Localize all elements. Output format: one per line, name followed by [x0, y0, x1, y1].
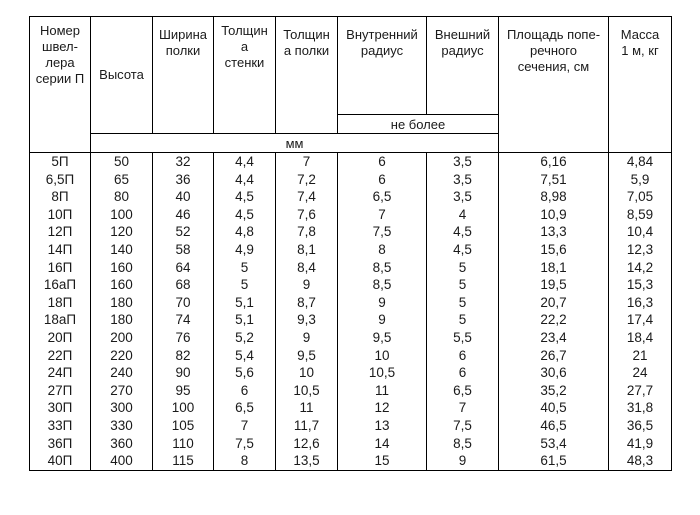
table-row — [30, 153, 672, 171]
cell-area: 19,5 — [499, 276, 609, 294]
cell-number: 6,5П — [30, 171, 91, 189]
cell-area: 10,9 — [499, 206, 609, 224]
cell-outer-radius: 3,5 — [427, 171, 499, 189]
cell-number: 36П — [30, 435, 91, 453]
table-row — [30, 171, 672, 189]
cell-inner-radius: 9,5 — [338, 329, 427, 347]
cell-web-thickness: 5,1 — [214, 311, 276, 329]
cell-flange-width: 82 — [153, 347, 214, 365]
cell-mass: 48,3 — [609, 452, 672, 470]
header-height — [91, 17, 153, 134]
cell-web-thickness: 4,5 — [214, 206, 276, 224]
cell-outer-radius: 4,5 — [427, 223, 499, 241]
cell-flange-width: 115 — [153, 452, 214, 470]
cell-number: 10П — [30, 206, 91, 224]
cell-web-thickness: 5,4 — [214, 347, 276, 365]
cell-flange-width: 70 — [153, 294, 214, 312]
cell-number: 8П — [30, 188, 91, 206]
cell-outer-radius: 5 — [427, 311, 499, 329]
cell-area: 46,5 — [499, 417, 609, 435]
cell-flange-thickness: 11,7 — [276, 417, 338, 435]
cell-flange-width: 68 — [153, 276, 214, 294]
cell-inner-radius: 6 — [338, 171, 427, 189]
cell-flange-width: 76 — [153, 329, 214, 347]
cell-number: 16аП — [30, 276, 91, 294]
cell-inner-radius: 14 — [338, 435, 427, 453]
cell-area: 22,2 — [499, 311, 609, 329]
table-row — [30, 399, 672, 417]
cell-flange-thickness: 10 — [276, 364, 338, 382]
cell-height: 300 — [91, 399, 153, 417]
cell-height: 160 — [91, 276, 153, 294]
cell-height: 330 — [91, 417, 153, 435]
cell-outer-radius: 4 — [427, 206, 499, 224]
cell-outer-radius: 5,5 — [427, 329, 499, 347]
table-row — [30, 206, 672, 224]
cell-number: 18аП — [30, 311, 91, 329]
cell-inner-radius: 9 — [338, 294, 427, 312]
cell-outer-radius: 4,5 — [427, 241, 499, 259]
cell-mass: 17,4 — [609, 311, 672, 329]
cell-flange-width: 64 — [153, 259, 214, 277]
cell-outer-radius: 3,5 — [427, 153, 499, 171]
cell-area: 18,1 — [499, 259, 609, 277]
table-row — [30, 276, 672, 294]
cell-height: 200 — [91, 329, 153, 347]
cell-number: 5П — [30, 153, 91, 171]
cell-inner-radius: 9 — [338, 311, 427, 329]
cell-flange-width: 40 — [153, 188, 214, 206]
cell-mass: 24 — [609, 364, 672, 382]
cell-mass: 15,3 — [609, 276, 672, 294]
header-mass-label: Масса 1 м, кг — [620, 27, 660, 58]
cell-flange-width: 58 — [153, 241, 214, 259]
table-row — [30, 347, 672, 365]
cell-number: 22П — [30, 347, 91, 365]
cell-web-thickness: 4,9 — [214, 241, 276, 259]
cell-flange-thickness: 8,1 — [276, 241, 338, 259]
cell-flange-thickness: 11 — [276, 399, 338, 417]
cell-outer-radius: 3,5 — [427, 188, 499, 206]
cell-area: 26,7 — [499, 347, 609, 365]
cell-web-thickness: 7 — [214, 417, 276, 435]
table-row — [30, 417, 672, 435]
cell-number: 20П — [30, 329, 91, 347]
cell-inner-radius: 15 — [338, 452, 427, 470]
cell-area: 20,7 — [499, 294, 609, 312]
table-row — [30, 259, 672, 277]
cell-flange-width: 46 — [153, 206, 214, 224]
header-flange-width — [153, 17, 214, 134]
cell-inner-radius: 8 — [338, 241, 427, 259]
header-web-thickness-label: Толщин а стенки — [221, 23, 268, 70]
cell-area: 35,2 — [499, 382, 609, 400]
cell-web-thickness: 6 — [214, 382, 276, 400]
channel-spec-table — [29, 16, 672, 471]
table-row — [30, 223, 672, 241]
cell-area: 40,5 — [499, 399, 609, 417]
cell-flange-thickness: 7,6 — [276, 206, 338, 224]
cell-inner-radius: 11 — [338, 382, 427, 400]
header-max-note-label: не более — [390, 116, 446, 132]
table-row — [30, 452, 672, 470]
table-row — [30, 241, 672, 259]
cell-flange-width: 110 — [153, 435, 214, 453]
cell-flange-thickness: 8,4 — [276, 259, 338, 277]
cell-flange-thickness: 7,4 — [276, 188, 338, 206]
cell-height: 180 — [91, 311, 153, 329]
cell-web-thickness: 5 — [214, 276, 276, 294]
cell-mass: 27,7 — [609, 382, 672, 400]
header-web-thickness — [214, 17, 276, 134]
cell-inner-radius: 8,5 — [338, 259, 427, 277]
cell-mass: 41,9 — [609, 435, 672, 453]
cell-flange-width: 74 — [153, 311, 214, 329]
cell-inner-radius: 6 — [338, 153, 427, 171]
cell-outer-radius: 8,5 — [427, 435, 499, 453]
cell-outer-radius: 9 — [427, 452, 499, 470]
cell-flange-width: 95 — [153, 382, 214, 400]
cell-web-thickness: 8 — [214, 452, 276, 470]
header-number-label: Номер швел- лера серии П — [35, 23, 85, 86]
header-inner-radius — [338, 17, 427, 115]
cell-mass: 5,9 — [609, 171, 672, 189]
cell-outer-radius: 5 — [427, 259, 499, 277]
cell-flange-thickness: 13,5 — [276, 452, 338, 470]
cell-outer-radius: 7,5 — [427, 417, 499, 435]
cell-outer-radius: 5 — [427, 276, 499, 294]
header-max-note — [338, 115, 499, 134]
cell-web-thickness: 5,2 — [214, 329, 276, 347]
cell-web-thickness: 5,1 — [214, 294, 276, 312]
cell-height: 80 — [91, 188, 153, 206]
cell-number: 24П — [30, 364, 91, 382]
cell-web-thickness: 4,4 — [214, 153, 276, 171]
cell-mass: 8,59 — [609, 206, 672, 224]
cell-number: 14П — [30, 241, 91, 259]
cell-flange-thickness: 9,5 — [276, 347, 338, 365]
cell-mass: 36,5 — [609, 417, 672, 435]
cell-web-thickness: 4,8 — [214, 223, 276, 241]
cell-area: 15,6 — [499, 241, 609, 259]
cell-height: 240 — [91, 364, 153, 382]
cell-mass: 31,8 — [609, 399, 672, 417]
cell-mass: 14,2 — [609, 259, 672, 277]
cell-flange-width: 105 — [153, 417, 214, 435]
cell-number: 18П — [30, 294, 91, 312]
cell-flange-width: 52 — [153, 223, 214, 241]
cell-height: 270 — [91, 382, 153, 400]
cell-height: 220 — [91, 347, 153, 365]
cell-area: 13,3 — [499, 223, 609, 241]
cell-number: 30П — [30, 399, 91, 417]
cell-number: 16П — [30, 259, 91, 277]
cell-inner-radius: 7 — [338, 206, 427, 224]
cell-mass: 21 — [609, 347, 672, 365]
cell-area: 53,4 — [499, 435, 609, 453]
cell-flange-thickness: 8,7 — [276, 294, 338, 312]
cell-height: 50 — [91, 153, 153, 171]
cell-area: 30,6 — [499, 364, 609, 382]
header-number — [30, 17, 91, 153]
cell-inner-radius: 10,5 — [338, 364, 427, 382]
cell-web-thickness: 7,5 — [214, 435, 276, 453]
cell-mass: 10,4 — [609, 223, 672, 241]
cell-mass: 16,3 — [609, 294, 672, 312]
cell-area: 6,16 — [499, 153, 609, 171]
header-inner-radius-label: Внутренний радиус — [346, 27, 418, 58]
header-unit-mm — [91, 134, 499, 153]
cell-flange-thickness: 7 — [276, 153, 338, 171]
cell-mass: 12,3 — [609, 241, 672, 259]
cell-inner-radius: 12 — [338, 399, 427, 417]
cell-number: 27П — [30, 382, 91, 400]
cell-area: 61,5 — [499, 452, 609, 470]
cell-flange-thickness: 9 — [276, 329, 338, 347]
cell-height: 400 — [91, 452, 153, 470]
cell-height: 180 — [91, 294, 153, 312]
cell-height: 140 — [91, 241, 153, 259]
cell-area: 23,4 — [499, 329, 609, 347]
cell-flange-width: 32 — [153, 153, 214, 171]
cell-number: 12П — [30, 223, 91, 241]
cell-outer-radius: 7 — [427, 399, 499, 417]
header-flange-thickness-label: Толщин а полки — [283, 27, 330, 58]
cell-flange-thickness: 7,8 — [276, 223, 338, 241]
table-row — [30, 435, 672, 453]
cell-web-thickness: 6,5 — [214, 399, 276, 417]
table-row — [30, 329, 672, 347]
cell-area: 8,98 — [499, 188, 609, 206]
cell-height: 160 — [91, 259, 153, 277]
cell-flange-width: 100 — [153, 399, 214, 417]
cell-area: 7,51 — [499, 171, 609, 189]
cell-flange-thickness: 10,5 — [276, 382, 338, 400]
cell-number: 40П — [30, 452, 91, 470]
table-row — [30, 294, 672, 312]
header-height-label: Высота — [99, 67, 144, 82]
header-unit-mm-label: мм — [285, 135, 304, 151]
table-body — [30, 153, 672, 471]
cell-outer-radius: 5 — [427, 294, 499, 312]
header-area — [499, 17, 609, 153]
cell-inner-radius: 13 — [338, 417, 427, 435]
cell-number: 33П — [30, 417, 91, 435]
cell-height: 100 — [91, 206, 153, 224]
cell-inner-radius: 6,5 — [338, 188, 427, 206]
cell-flange-thickness: 9 — [276, 276, 338, 294]
cell-mass: 18,4 — [609, 329, 672, 347]
cell-height: 65 — [91, 171, 153, 189]
table-row — [30, 188, 672, 206]
table-row — [30, 311, 672, 329]
cell-mass: 7,05 — [609, 188, 672, 206]
cell-flange-thickness: 9,3 — [276, 311, 338, 329]
table-row — [30, 382, 672, 400]
cell-flange-thickness: 12,6 — [276, 435, 338, 453]
header-outer-radius — [427, 17, 499, 115]
cell-outer-radius: 6,5 — [427, 382, 499, 400]
header-mass — [609, 17, 672, 153]
cell-web-thickness: 5,6 — [214, 364, 276, 382]
cell-flange-width: 90 — [153, 364, 214, 382]
cell-web-thickness: 5 — [214, 259, 276, 277]
table-container — [29, 16, 672, 471]
cell-mass: 4,84 — [609, 153, 672, 171]
cell-outer-radius: 6 — [427, 347, 499, 365]
cell-flange-width: 36 — [153, 171, 214, 189]
cell-inner-radius: 8,5 — [338, 276, 427, 294]
cell-flange-thickness: 7,2 — [276, 171, 338, 189]
cell-web-thickness: 4,5 — [214, 188, 276, 206]
cell-outer-radius: 6 — [427, 364, 499, 382]
header-area-label: Площадь попе- речного сечения, см — [506, 27, 601, 74]
table-row — [30, 364, 672, 382]
cell-web-thickness: 4,4 — [214, 171, 276, 189]
header-flange-width-label: Ширина полки — [158, 27, 208, 58]
cell-height: 360 — [91, 435, 153, 453]
cell-inner-radius: 10 — [338, 347, 427, 365]
header-flange-thickness — [276, 17, 338, 134]
header-outer-radius-label: Внешний радиус — [434, 27, 491, 58]
cell-height: 120 — [91, 223, 153, 241]
cell-inner-radius: 7,5 — [338, 223, 427, 241]
